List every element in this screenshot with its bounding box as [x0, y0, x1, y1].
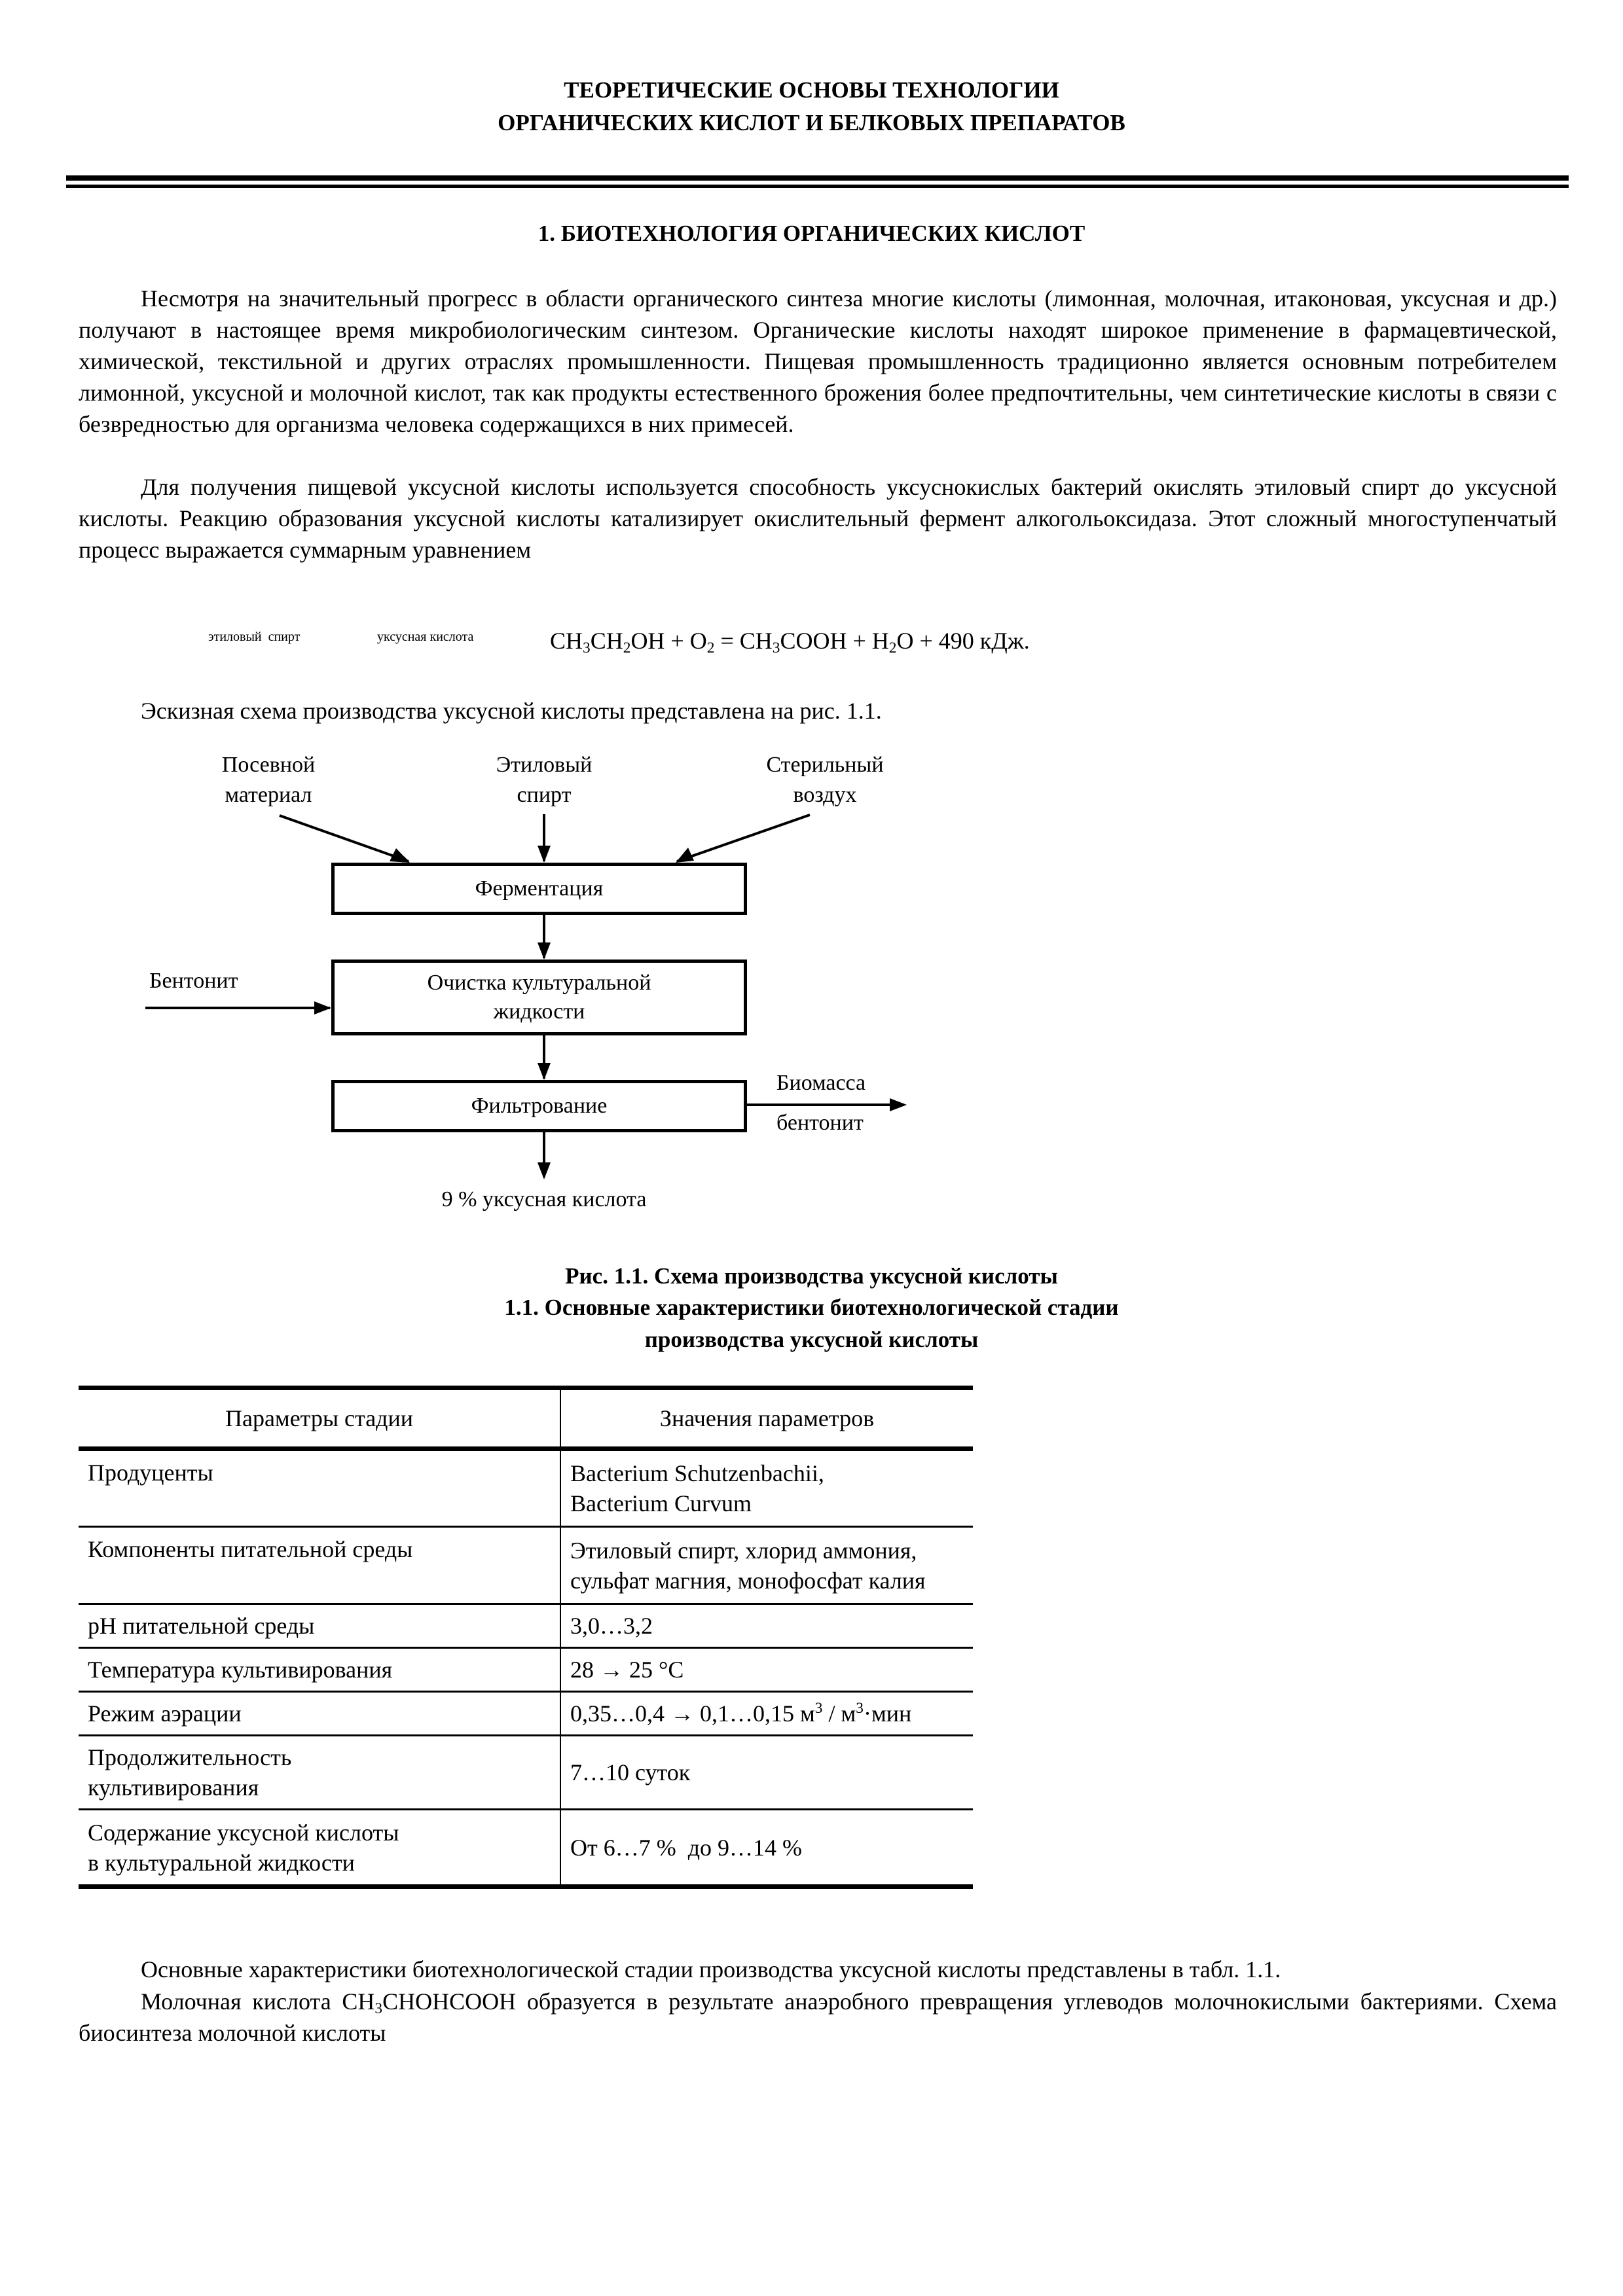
section-heading: 1. БИОТЕХНОЛОГИЯ ОРГАНИЧЕСКИХ КИСЛОТ [538, 221, 1085, 246]
label-line: воздух [793, 783, 857, 807]
eq-part: COOH + H [780, 628, 889, 654]
param-cell: Компоненты питательной среды [79, 1527, 560, 1604]
param-line: в культуральной жидкости [88, 1849, 355, 1876]
eq-part: CH [590, 628, 623, 654]
box-line: Очистка культуральной [427, 971, 651, 995]
text-part: Молочная кислота CH [141, 1988, 375, 2015]
box-filtration: Фильтрование [331, 1080, 747, 1132]
eq-sub: 2 [888, 639, 897, 656]
eq-sub: 2 [623, 639, 631, 656]
product-label: 9 % уксусная кислота [441, 1187, 647, 1211]
text-part: CHOHCOOH образуется в результате анаэробного превращения углеводов молочнокислыми бактериями. Схема биосинтеза молочной кислоты [79, 1988, 1557, 2046]
param-cell: Продуценты [79, 1449, 560, 1527]
box-line: жидкости [493, 999, 585, 1024]
param-cell [79, 1736, 560, 1810]
arrowhead [538, 1063, 551, 1080]
eq-part: = CH [714, 628, 773, 654]
arrowhead [890, 1098, 907, 1111]
label-line: Этиловый [496, 753, 593, 777]
table-header-row [79, 1388, 973, 1449]
value-sup: 3 [856, 1700, 864, 1717]
eq-sub: 2 [706, 639, 715, 656]
param-cell: pH питательной среды [79, 1604, 560, 1648]
table-row [79, 1810, 973, 1887]
value-part: ·мин [863, 1700, 912, 1727]
figure-caption: Рис. 1.1. Схема производства уксусной кислоты [565, 1263, 1058, 1289]
input-ethanol-label [465, 750, 623, 810]
label-line: Посевной [221, 753, 316, 777]
arrow-air [677, 815, 810, 861]
table-row [79, 1648, 973, 1692]
arrowhead [538, 942, 551, 960]
input-air-label [733, 750, 917, 810]
param-line: культивирования [88, 1774, 259, 1801]
param-cell: Температура культивирования [79, 1648, 560, 1692]
arrowhead [314, 1001, 331, 1014]
table-row [79, 1527, 973, 1604]
box-purification [331, 960, 747, 1035]
table-row [79, 1604, 973, 1648]
value-cell: 3,0…3,2 [570, 1613, 653, 1639]
param-cell: Режим аэрации [79, 1692, 560, 1736]
input-inoculum-label [190, 750, 347, 810]
eq-sub: 3 [583, 639, 591, 656]
label-line: спирт [517, 783, 572, 807]
label-line: Стерильный [766, 753, 884, 777]
value-cell [560, 1527, 973, 1604]
eq-part: OH + O [630, 628, 707, 654]
paragraph-intro: Несмотря на значительный прогресс в области органического синтеза многие кислоты (лимонная, молочная, итаконовая, уксусная и др.) получают в настоящее время микробиологическим синтезом. Органические кислоты находят широкое применение в фармацевтической, химической, текстильной и других отраслях промышленности. Пищевая промышленность традиционно является основным потребителем лимонной, уксусной и молочной кислот, так как продукты естественного брожения более предпочтительны, чем синтетические кислоты в связи с безвредностью для организма человека содержащихся в них примесей. [79, 285, 1557, 437]
eq-part: O + 490 кДж. [896, 628, 1030, 654]
column-header: Значения параметров [659, 1405, 875, 1431]
value-line: Bacterium Schutzenbachii, [570, 1460, 824, 1486]
output-bentonite: бентонит [776, 1111, 864, 1135]
eq-part: CH [550, 628, 583, 654]
value-part: / м [822, 1700, 856, 1727]
value-cell [560, 1692, 973, 1736]
param-line: Содержание уксусной кислоты [88, 1819, 399, 1846]
value-cell: От 6…7 % до 9…14 % [570, 1834, 803, 1861]
label-acetic-acid: уксусная кислота [377, 630, 474, 644]
label-line: материал [225, 783, 312, 807]
table-row [79, 1449, 973, 1527]
param-cell [79, 1810, 560, 1887]
paragraph-scheme-ref: Эскизная схема производства уксусной кислоты представлена на рис. 1.1. [141, 698, 882, 724]
table-caption-line1: 1.1. Основные характеристики биотехнологической стадии [504, 1295, 1119, 1320]
arrowhead [390, 848, 410, 863]
value-part: 0,35…0,4 → 0,1…0,15 м [570, 1700, 815, 1727]
value-line: Bacterium Curvum [570, 1490, 752, 1516]
column-header: Параметры стадии [79, 1388, 560, 1449]
text-sub: 3 [374, 2000, 383, 2017]
document-title-line1: ТЕОРЕТИЧЕСКИЕ ОСНОВЫ ТЕХНОЛОГИИ [564, 77, 1059, 103]
label-ethanol: этиловый спирт [208, 630, 301, 644]
output-biomass: Биомасса [776, 1071, 866, 1095]
paragraph-acetic: Для получения пищевой уксусной кислоты используется способность уксуснокислых бактерий окислять этиловый спирт до уксусной кислоты. Реакцию образования уксусной кислоты катализирует окислительный фермент алкогольоксидаза. Этот сложный многоступенчатый процесс выражается суммарным уравнением [79, 474, 1557, 563]
paragraph-lactic [79, 1986, 1557, 2049]
value-line: Этиловый спирт, хлорид аммония, [570, 1537, 917, 1564]
value-cell: 7…10 суток [570, 1759, 691, 1785]
eq-sub: 3 [772, 639, 780, 656]
table-caption-line2: производства уксусной кислоты [644, 1327, 979, 1352]
table-row [79, 1736, 973, 1810]
table-row [79, 1692, 973, 1736]
box-fermentation: Ферментация [331, 863, 747, 915]
side-input-bentonite: Бентонит [149, 969, 238, 993]
arrowhead [538, 846, 551, 863]
arrow-inoculum [280, 816, 409, 861]
value-line: сульфат магния, монофосфат калия [570, 1567, 926, 1594]
param-line: Продолжительность [88, 1744, 292, 1770]
document-title-line2: ОРГАНИЧЕСКИХ КИСЛОТ И БЕЛКОВЫХ ПРЕПАРАТОВ [498, 110, 1125, 135]
arrowhead [538, 1162, 551, 1179]
parameters-table [79, 1386, 973, 1889]
value-cell: 28 → 25 °С [570, 1657, 684, 1683]
value-cell [560, 1449, 973, 1527]
value-sup: 3 [814, 1700, 823, 1717]
arrowhead [676, 848, 694, 863]
paragraph-table-ref: Основные характеристики биотехнологической стадии производства уксусной кислоты представлены в табл. 1.1. [141, 1956, 1281, 1982]
